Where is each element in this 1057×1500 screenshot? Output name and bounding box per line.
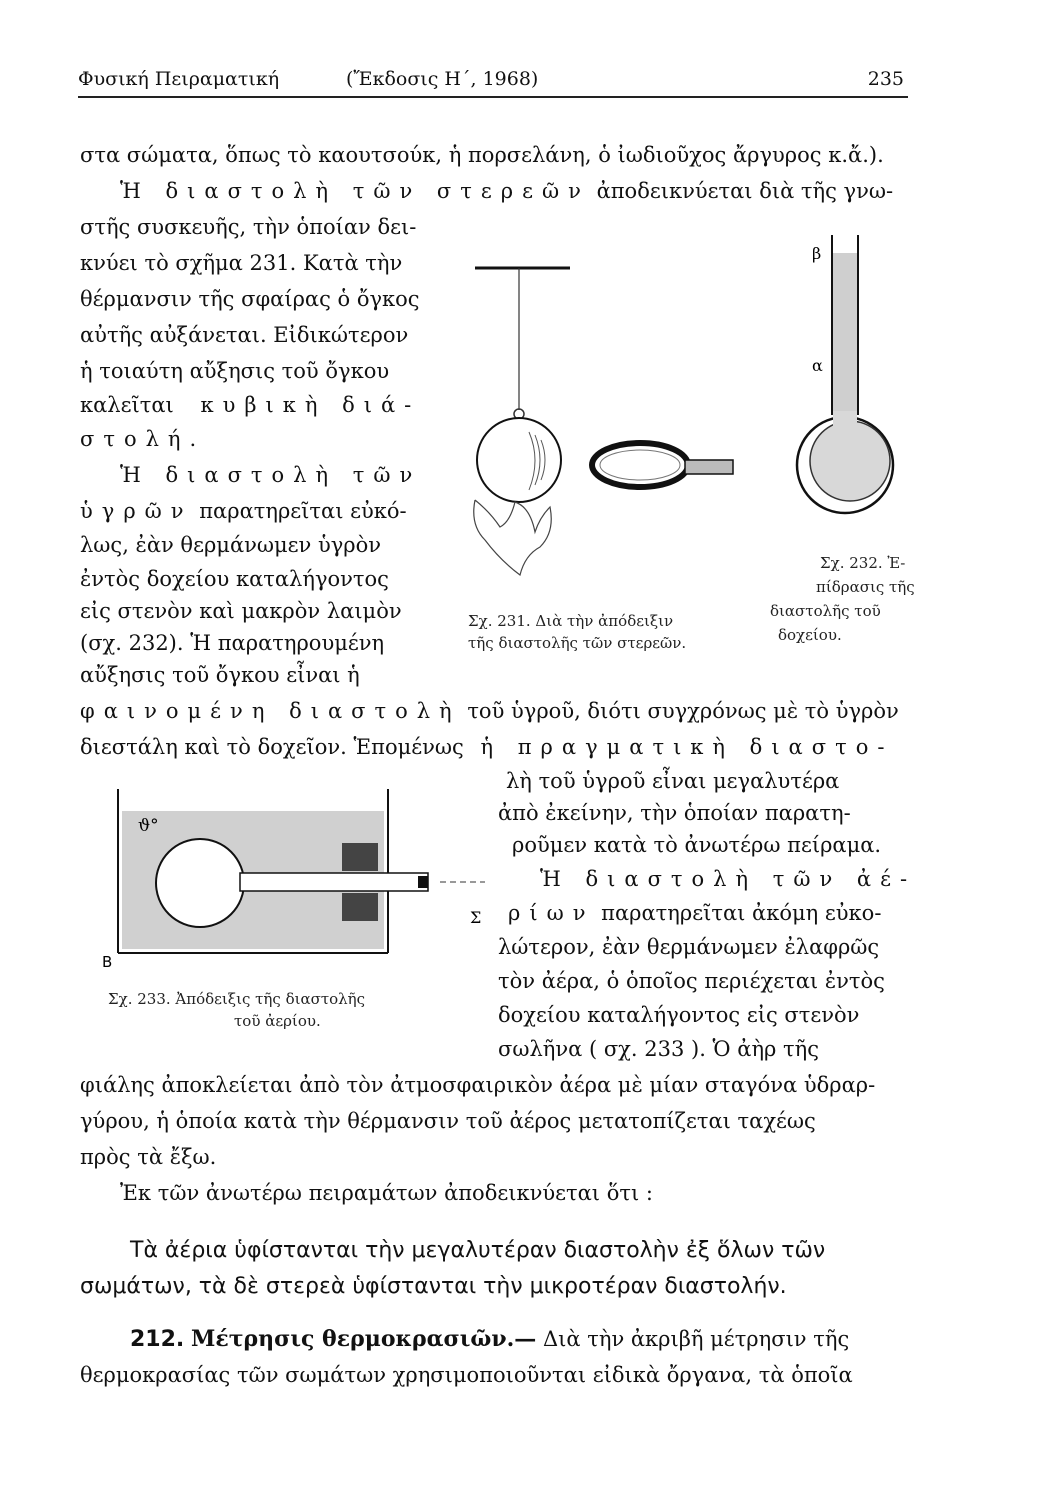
- narrow-tube: [240, 873, 428, 891]
- fig232-caption: δοχείου.: [778, 626, 842, 644]
- ring-inner-edge: [600, 450, 680, 480]
- text-line: τὸν ἀέρα, ὁ ὁποῖος περιέχεται ἐντὸς: [498, 969, 885, 993]
- fig232-caption: Σχ. 232. Ἐ-: [820, 554, 906, 572]
- text-line: λώτερον, ἐὰν θερμάνωμεν ἐλαφρῶς: [498, 935, 880, 959]
- text-line: στολή.: [80, 427, 206, 451]
- text-line: ἀπὸ ἐκείνην, τὴν ὁποίαν παρατη-: [498, 801, 851, 825]
- section-title: Μέτρησις θερμοκρασιῶν.—: [190, 1326, 537, 1352]
- fig231-caption: Σχ. 231. Διὰ τὴν ἀπόδειξιν: [468, 612, 674, 630]
- text-fragment: παρατηρεῖται εὐκό-: [199, 499, 407, 523]
- metal-sphere: [477, 418, 561, 502]
- text-line: αὔξησις τοῦ ὄγκου εἶναι ἡ: [80, 663, 360, 687]
- emphasis-term: Ἡ διαστολὴ τῶν στερεῶν: [120, 179, 590, 203]
- text-line: εἰς στενὸν καὶ μακρὸν λαιμὸν: [80, 599, 402, 623]
- liquid-column: [833, 253, 857, 415]
- text-line: [80, 696, 899, 726]
- text-line: [120, 176, 893, 206]
- label-sigma: Σ: [470, 908, 482, 927]
- text-line: λως, ἐὰν θερμάνωμεν ὑγρὸν: [80, 533, 382, 557]
- text-fragment: παρατηρεῖται ἀκόμη εὐκο-: [601, 901, 882, 925]
- emphasis-term: ἡ πραγματικὴ διαστο-: [480, 735, 894, 759]
- text-fragment: τοῦ ὑγροῦ, διότι συγχρόνως μὲ τὸ ὑγρὸν: [467, 699, 899, 723]
- text-line: ροῦμεν κατὰ τὸ ἀνωτέρω πείραμα.: [512, 833, 882, 857]
- page-header: [78, 62, 908, 98]
- header-edition: (Ἔκδοσις Η΄, 1968): [346, 68, 539, 90]
- text-line: (σχ. 232). Ἡ παρατηρουμένη: [80, 631, 385, 655]
- text-fragment: Διὰ τὴν ἀκριβῆ μέτρησιν τῆς: [542, 1327, 850, 1351]
- emphasis-term: ρίων: [508, 901, 595, 925]
- text-line: [80, 390, 420, 420]
- section-heading-line: [130, 1324, 849, 1355]
- text-line: σωλῆνα ( σχ. 233 ). Ὁ ἀὴρ τῆς: [498, 1037, 820, 1061]
- fig231-caption: τῆς διαστολῆς τῶν στερεῶν.: [468, 634, 687, 652]
- text-line: θερμοκρασίας τῶν σωμάτων χρησιμοποιοῦνται εἰδικὰ ὄργανα, τὰ ὁποῖα: [80, 1363, 853, 1387]
- fig232-caption: διαστολῆς τοῦ: [770, 602, 881, 620]
- emphasis-term: Ἡ διαστολὴ τῶν ἀέ-: [540, 867, 917, 891]
- emphasis-term: κυβικὴ διά-: [200, 393, 421, 417]
- text-line: [80, 732, 893, 762]
- page-number: 235: [867, 68, 904, 90]
- stopper-bottom: [342, 893, 378, 921]
- text-line: ἐντὸς δοχείου καταλήγοντος: [80, 567, 389, 591]
- text-fragment: ἀποδεικνύεται διὰ τῆς γνω-: [596, 179, 894, 203]
- text-line: [508, 898, 881, 928]
- flame: [474, 500, 552, 575]
- ring-handle: [685, 460, 733, 474]
- header-title: Φυσική Πειραματική: [78, 68, 280, 90]
- flask-bulb-liquid: [810, 421, 890, 501]
- text-line: στῆς συσκευῆς, τὴν ὁποίαν δει-: [80, 215, 417, 239]
- fig233-caption: Σχ. 233. Ἀπόδειξις τῆς διαστολῆς: [108, 990, 366, 1008]
- text-line: αὐτῆς αὐξάνεται. Εἰδικώτερον: [80, 323, 409, 347]
- text-line: [80, 496, 407, 526]
- fig232-caption: πίδρασις τῆς: [816, 578, 915, 596]
- text-line: στα σώματα, ὅπως τὸ καουτσούκ, ἡ πορσελάνη, ὁ ἰωδιοῦχος ἄργυρος κ.ἄ.).: [80, 143, 884, 167]
- text-line: θέρμανσιν τῆς σφαίρας ὁ ὄγκος: [80, 287, 420, 311]
- mercury-drop: [418, 876, 428, 888]
- text-line: γύρου, ἡ ὁποία κατὰ τὴν θέρμανσιν τοῦ ἀέρος μετατοπίζεται ταχέως: [80, 1109, 816, 1133]
- label-alpha: α: [812, 356, 823, 375]
- neck-join: [833, 411, 857, 427]
- air-bulb: [156, 839, 244, 927]
- fig233-caption: τοῦ ἀερίου.: [234, 1012, 321, 1030]
- label-theta: ϑ°: [138, 816, 159, 836]
- text-fragment: διεστάλη καὶ τὸ δοχεῖον. Ἑπομένως: [80, 735, 464, 759]
- text-line: πρὸς τὰ ἔξω.: [80, 1145, 217, 1169]
- text-line: φιάλης ἀποκλείεται ἀπὸ τὸν ἀτμοσφαιρικὸν ἀέρα μὲ μίαν σταγόνα ὑδραρ-: [80, 1073, 876, 1097]
- text-line: κνύει τὸ σχῆμα 231. Κατὰ τὴν: [80, 251, 403, 275]
- emphasis-term: ὑγρῶν: [80, 499, 193, 523]
- conclusion-line: Τὰ ἀέρια ὑφίστανται τὴν μεγαλυτέραν διαστολὴν ἐξ ὅλων τῶν: [130, 1238, 826, 1263]
- emphasis-term: φαινομένη διαστολὴ: [80, 699, 461, 723]
- label-beta: β: [812, 244, 822, 263]
- emphasis-term: Ἡ διαστολὴ τῶν: [120, 463, 422, 487]
- text-line: ἡ τοιαύτη αὔξησις τοῦ ὄγκου: [80, 359, 390, 383]
- conclusion-line: σωμάτων, τὰ δὲ στερεὰ ὑφίστανται τὴν μικροτέραν διαστολήν.: [80, 1274, 787, 1299]
- text-line: Ἐκ τῶν ἀνωτέρω πειραμάτων ἀποδεικνύεται ὅτι :: [120, 1181, 653, 1205]
- label-b: Β: [102, 953, 113, 971]
- figure-232: [770, 225, 910, 515]
- stopper-top: [342, 843, 378, 871]
- figure-233: [100, 785, 495, 975]
- text-line: λὴ τοῦ ὑγροῦ εἶναι μεγαλυτέρα: [506, 769, 840, 793]
- text-line: δοχείου καταλήγοντος εἰς στενὸν: [498, 1003, 860, 1027]
- figure-231: [445, 240, 745, 600]
- text-fragment: καλεῖται: [80, 393, 174, 417]
- section-number: 212.: [130, 1327, 185, 1352]
